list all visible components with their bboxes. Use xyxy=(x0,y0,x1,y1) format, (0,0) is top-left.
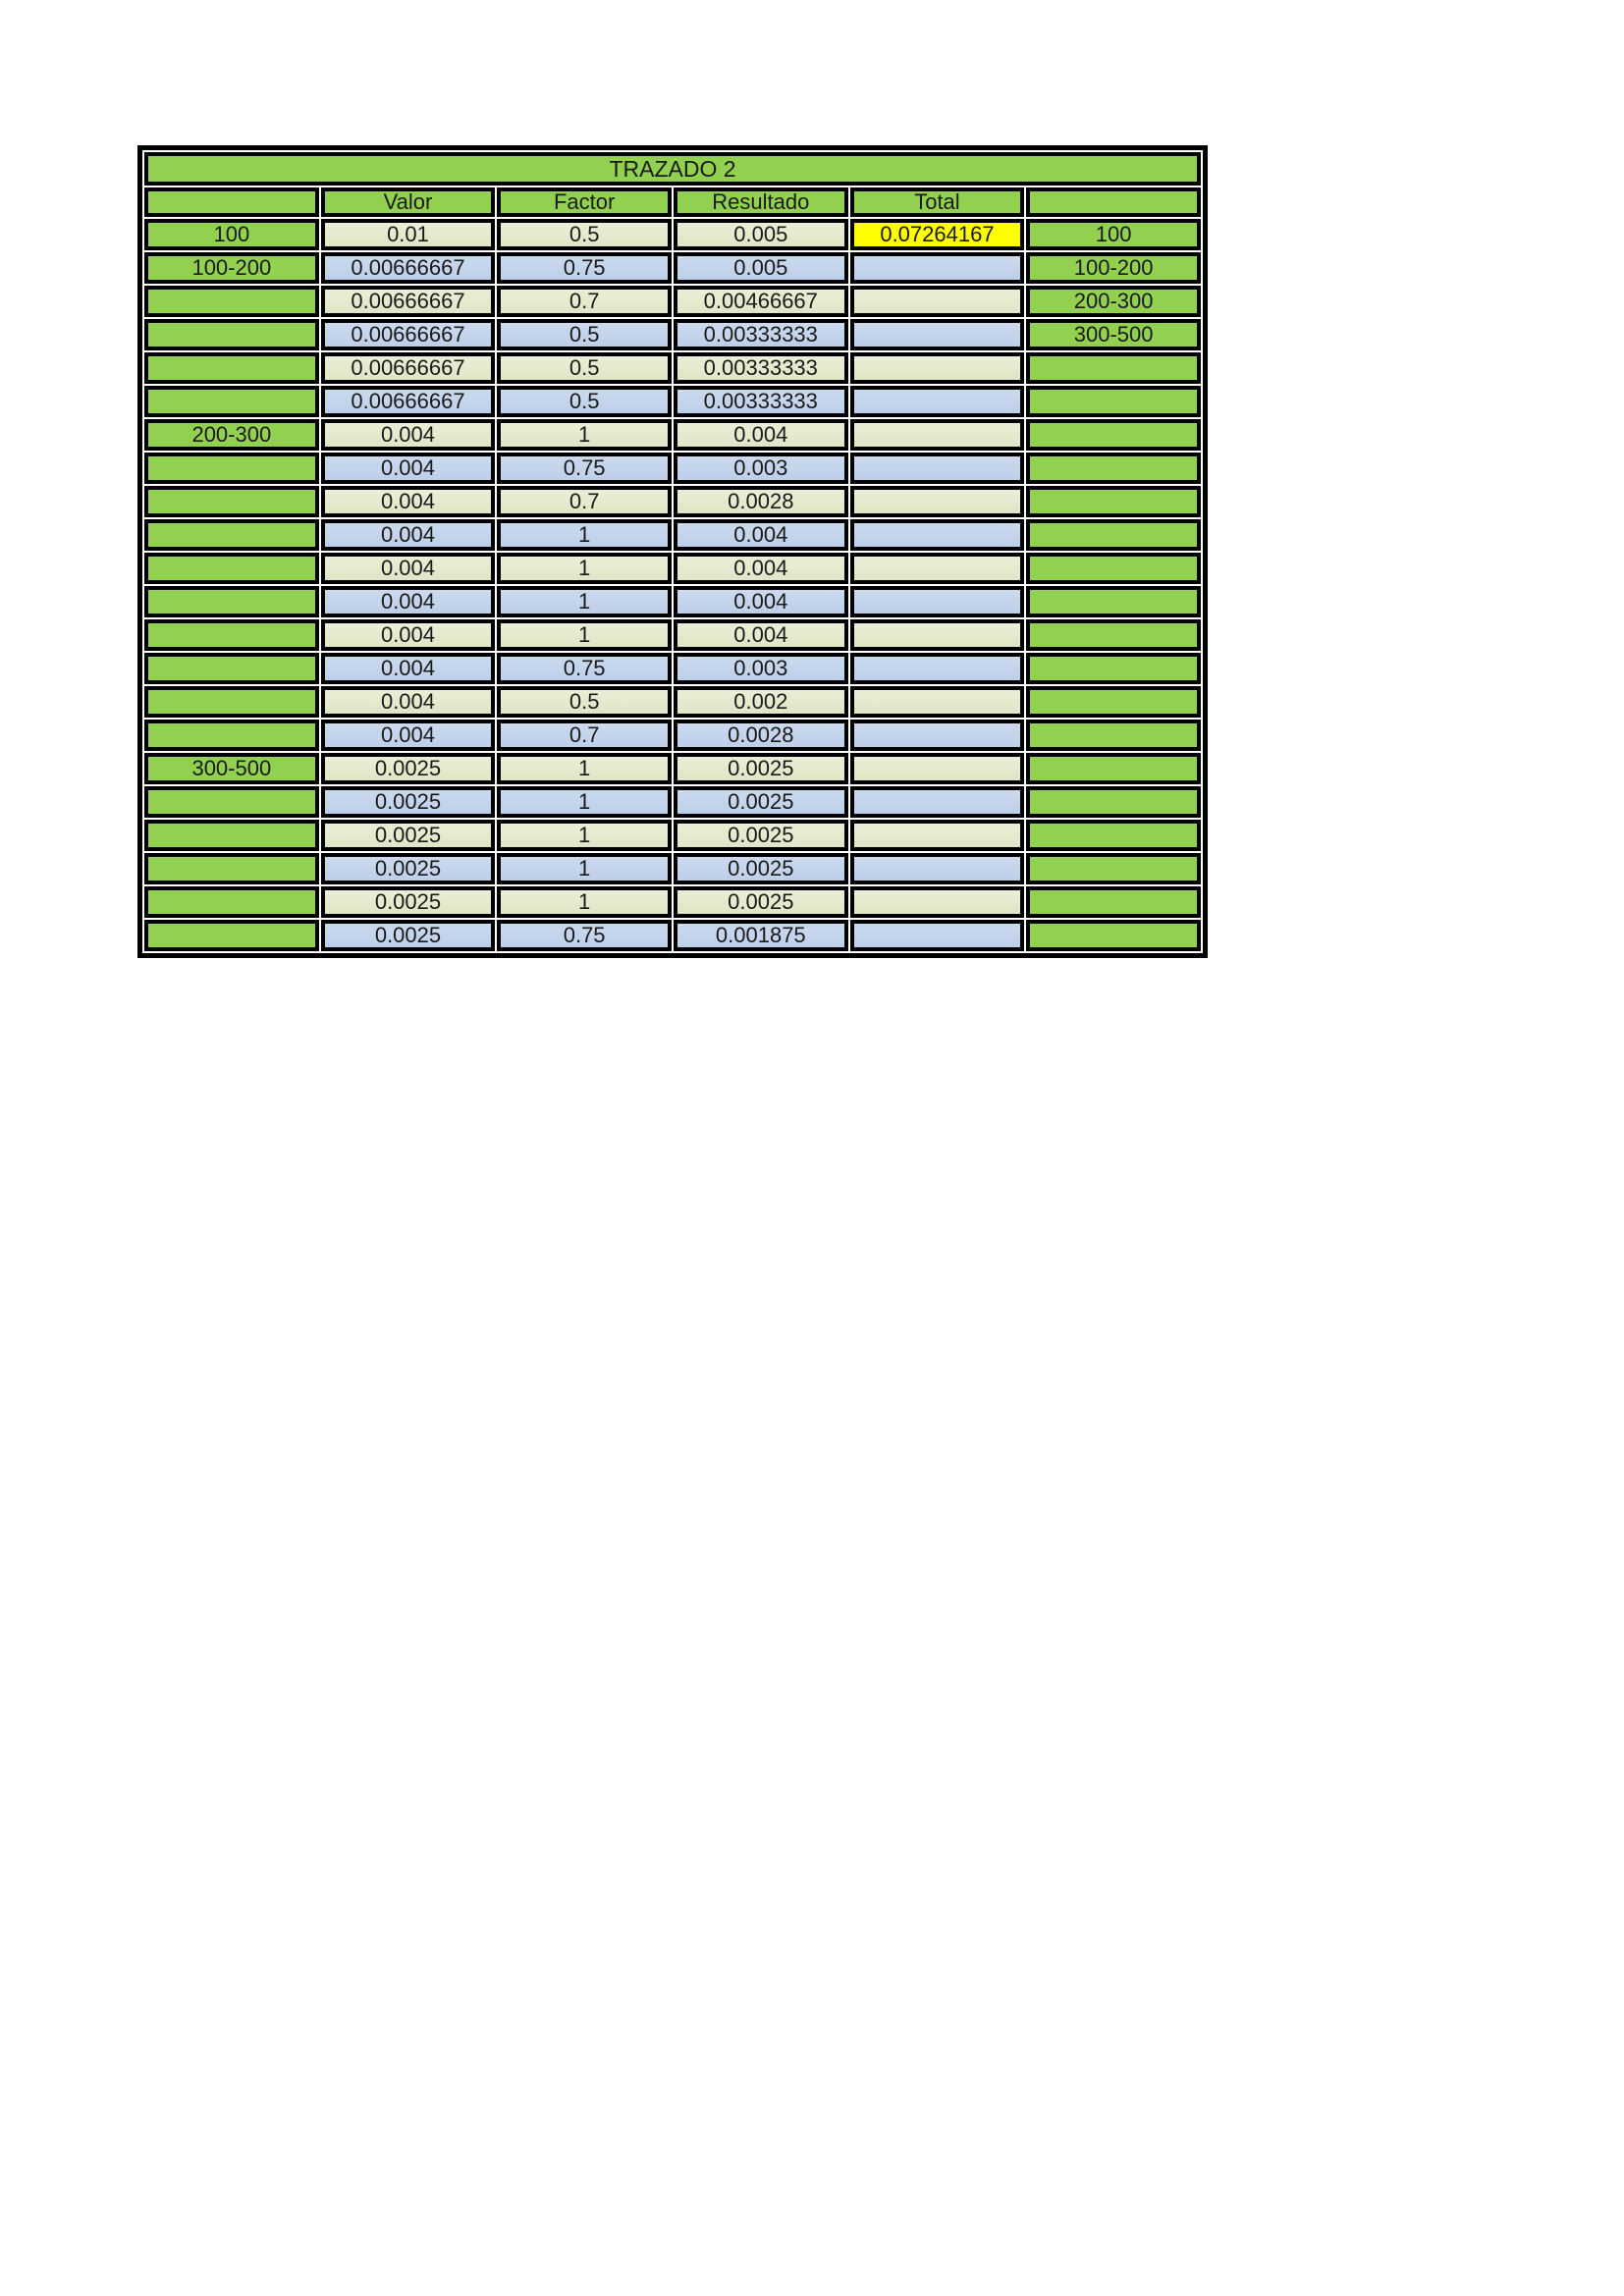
valor-cell: 0.004 xyxy=(321,486,496,517)
total-cell xyxy=(850,486,1025,517)
table-row xyxy=(144,419,1201,451)
right-label-cell xyxy=(1026,653,1201,684)
resultado-cell: 0.004 xyxy=(674,519,848,551)
total-cell xyxy=(850,753,1025,784)
total-cell xyxy=(850,453,1025,484)
factor-cell: 1 xyxy=(497,586,672,617)
resultado-cell: 0.00333333 xyxy=(674,319,848,350)
table-row xyxy=(144,920,1201,951)
table-row xyxy=(144,519,1201,551)
header-right-label-cell xyxy=(1026,187,1201,217)
valor-cell: 0.0025 xyxy=(321,753,496,784)
right-label-cell: 300-500 xyxy=(1026,319,1201,350)
valor-cell: 0.00666667 xyxy=(321,386,496,417)
right-label-cell: 200-300 xyxy=(1026,286,1201,317)
right-label-cell xyxy=(1026,453,1201,484)
resultado-cell: 0.0025 xyxy=(674,753,848,784)
resultado-cell: 0.0025 xyxy=(674,820,848,851)
table-row xyxy=(144,886,1201,918)
resultado-cell: 0.004 xyxy=(674,619,848,651)
table-row xyxy=(144,786,1201,818)
right-label-cell xyxy=(1026,619,1201,651)
resultado-cell: 0.002 xyxy=(674,686,848,718)
trazado-table xyxy=(137,145,1208,958)
factor-cell: 0.7 xyxy=(497,286,672,317)
right-label-cell xyxy=(1026,853,1201,884)
factor-cell: 1 xyxy=(497,786,672,818)
resultado-cell: 0.003 xyxy=(674,653,848,684)
valor-cell: 0.004 xyxy=(321,653,496,684)
right-label-cell xyxy=(1026,486,1201,517)
valor-cell: 0.00666667 xyxy=(321,286,496,317)
right-label-cell: 100 xyxy=(1026,219,1201,250)
table-row xyxy=(144,219,1201,250)
row-label-cell: 100 xyxy=(144,219,319,250)
table-row xyxy=(144,252,1201,284)
total-cell xyxy=(850,853,1025,884)
right-label-cell xyxy=(1026,886,1201,918)
row-label-cell xyxy=(144,920,319,951)
factor-cell: 1 xyxy=(497,519,672,551)
row-label-cell xyxy=(144,820,319,851)
header-total-cell: Total xyxy=(850,187,1025,217)
resultado-cell: 0.003 xyxy=(674,453,848,484)
row-label-cell xyxy=(144,619,319,651)
total-cell xyxy=(850,252,1025,284)
resultado-cell: 0.00466667 xyxy=(674,286,848,317)
factor-cell: 0.75 xyxy=(497,653,672,684)
right-label-cell xyxy=(1026,553,1201,584)
row-label-cell xyxy=(144,886,319,918)
valor-cell: 0.0025 xyxy=(321,886,496,918)
resultado-cell: 0.0028 xyxy=(674,486,848,517)
table-row xyxy=(144,352,1201,384)
right-label-cell xyxy=(1026,820,1201,851)
row-label-cell xyxy=(144,853,319,884)
factor-cell: 0.5 xyxy=(497,686,672,718)
valor-cell: 0.00666667 xyxy=(321,252,496,284)
factor-cell: 0.75 xyxy=(497,252,672,284)
factor-cell: 1 xyxy=(497,853,672,884)
resultado-cell: 0.0025 xyxy=(674,786,848,818)
table-row xyxy=(144,486,1201,517)
resultado-cell: 0.0025 xyxy=(674,853,848,884)
table-row xyxy=(144,619,1201,651)
resultado-cell: 0.005 xyxy=(674,219,848,250)
valor-cell: 0.0025 xyxy=(321,853,496,884)
row-label-cell xyxy=(144,286,319,317)
title-row xyxy=(144,152,1201,186)
factor-cell: 0.75 xyxy=(497,920,672,951)
total-cell xyxy=(850,886,1025,918)
total-cell: 0.07264167 xyxy=(850,219,1025,250)
factor-cell: 1 xyxy=(497,553,672,584)
right-label-cell xyxy=(1026,386,1201,417)
factor-cell: 1 xyxy=(497,619,672,651)
resultado-cell: 0.004 xyxy=(674,586,848,617)
valor-cell: 0.004 xyxy=(321,419,496,451)
header-valor-cell: Valor xyxy=(321,187,496,217)
valor-cell: 0.004 xyxy=(321,453,496,484)
right-label-cell xyxy=(1026,920,1201,951)
table-row xyxy=(144,286,1201,317)
factor-cell: 0.7 xyxy=(497,720,672,751)
total-cell xyxy=(850,586,1025,617)
resultado-cell: 0.001875 xyxy=(674,920,848,951)
row-label-cell: 300-500 xyxy=(144,753,319,784)
row-label-cell: 100-200 xyxy=(144,252,319,284)
valor-cell: 0.004 xyxy=(321,619,496,651)
header-resultado-cell: Resultado xyxy=(674,187,848,217)
table-row xyxy=(144,720,1201,751)
row-label-cell xyxy=(144,352,319,384)
total-cell xyxy=(850,319,1025,350)
table-row xyxy=(144,386,1201,417)
factor-cell: 0.5 xyxy=(497,219,672,250)
total-cell xyxy=(850,653,1025,684)
total-cell xyxy=(850,720,1025,751)
right-label-cell: 100-200 xyxy=(1026,252,1201,284)
valor-cell: 0.004 xyxy=(321,553,496,584)
factor-cell: 1 xyxy=(497,886,672,918)
resultado-cell: 0.0028 xyxy=(674,720,848,751)
right-label-cell xyxy=(1026,786,1201,818)
resultado-cell: 0.00333333 xyxy=(674,386,848,417)
right-label-cell xyxy=(1026,753,1201,784)
right-label-cell xyxy=(1026,352,1201,384)
row-label-cell xyxy=(144,653,319,684)
valor-cell: 0.004 xyxy=(321,586,496,617)
header-factor-cell: Factor xyxy=(497,187,672,217)
table-body xyxy=(144,219,1201,951)
row-label-cell xyxy=(144,586,319,617)
resultado-cell: 0.004 xyxy=(674,419,848,451)
factor-cell: 0.5 xyxy=(497,386,672,417)
resultado-cell: 0.0025 xyxy=(674,886,848,918)
row-label-cell xyxy=(144,553,319,584)
row-label-cell xyxy=(144,720,319,751)
row-label-cell xyxy=(144,319,319,350)
table-row xyxy=(144,853,1201,884)
valor-cell: 0.00666667 xyxy=(321,319,496,350)
table-row xyxy=(144,686,1201,718)
total-cell xyxy=(850,419,1025,451)
valor-cell: 0.004 xyxy=(321,519,496,551)
valor-cell: 0.0025 xyxy=(321,920,496,951)
total-cell xyxy=(850,553,1025,584)
factor-cell: 1 xyxy=(497,820,672,851)
table-head xyxy=(144,152,1201,217)
total-cell xyxy=(850,786,1025,818)
row-label-cell xyxy=(144,519,319,551)
factor-cell: 0.75 xyxy=(497,453,672,484)
total-cell xyxy=(850,619,1025,651)
table-row xyxy=(144,586,1201,617)
header-label-cell xyxy=(144,187,319,217)
right-label-cell xyxy=(1026,720,1201,751)
total-cell xyxy=(850,352,1025,384)
total-cell xyxy=(850,386,1025,417)
right-label-cell xyxy=(1026,519,1201,551)
right-label-cell xyxy=(1026,686,1201,718)
table-row xyxy=(144,319,1201,350)
row-label-cell xyxy=(144,453,319,484)
total-cell xyxy=(850,820,1025,851)
valor-cell: 0.01 xyxy=(321,219,496,250)
row-label-cell xyxy=(144,786,319,818)
resultado-cell: 0.005 xyxy=(674,252,848,284)
factor-cell: 0.5 xyxy=(497,352,672,384)
total-cell xyxy=(850,920,1025,951)
row-label-cell: 200-300 xyxy=(144,419,319,451)
table-row xyxy=(144,820,1201,851)
resultado-cell: 0.00333333 xyxy=(674,352,848,384)
valor-cell: 0.004 xyxy=(321,720,496,751)
valor-cell: 0.004 xyxy=(321,686,496,718)
row-label-cell xyxy=(144,486,319,517)
resultado-cell: 0.004 xyxy=(674,553,848,584)
total-cell xyxy=(850,686,1025,718)
valor-cell: 0.0025 xyxy=(321,820,496,851)
factor-cell: 1 xyxy=(497,419,672,451)
row-label-cell xyxy=(144,686,319,718)
table-row xyxy=(144,653,1201,684)
right-label-cell xyxy=(1026,586,1201,617)
row-label-cell xyxy=(144,386,319,417)
total-cell xyxy=(850,286,1025,317)
valor-cell: 0.0025 xyxy=(321,786,496,818)
table-title: TRAZADO 2 xyxy=(144,152,1201,186)
right-label-cell xyxy=(1026,419,1201,451)
factor-cell: 0.5 xyxy=(497,319,672,350)
header-row xyxy=(144,187,1201,217)
total-cell xyxy=(850,519,1025,551)
table-row xyxy=(144,453,1201,484)
table-row xyxy=(144,553,1201,584)
factor-cell: 0.7 xyxy=(497,486,672,517)
table-row xyxy=(144,753,1201,784)
valor-cell: 0.00666667 xyxy=(321,352,496,384)
factor-cell: 1 xyxy=(497,753,672,784)
